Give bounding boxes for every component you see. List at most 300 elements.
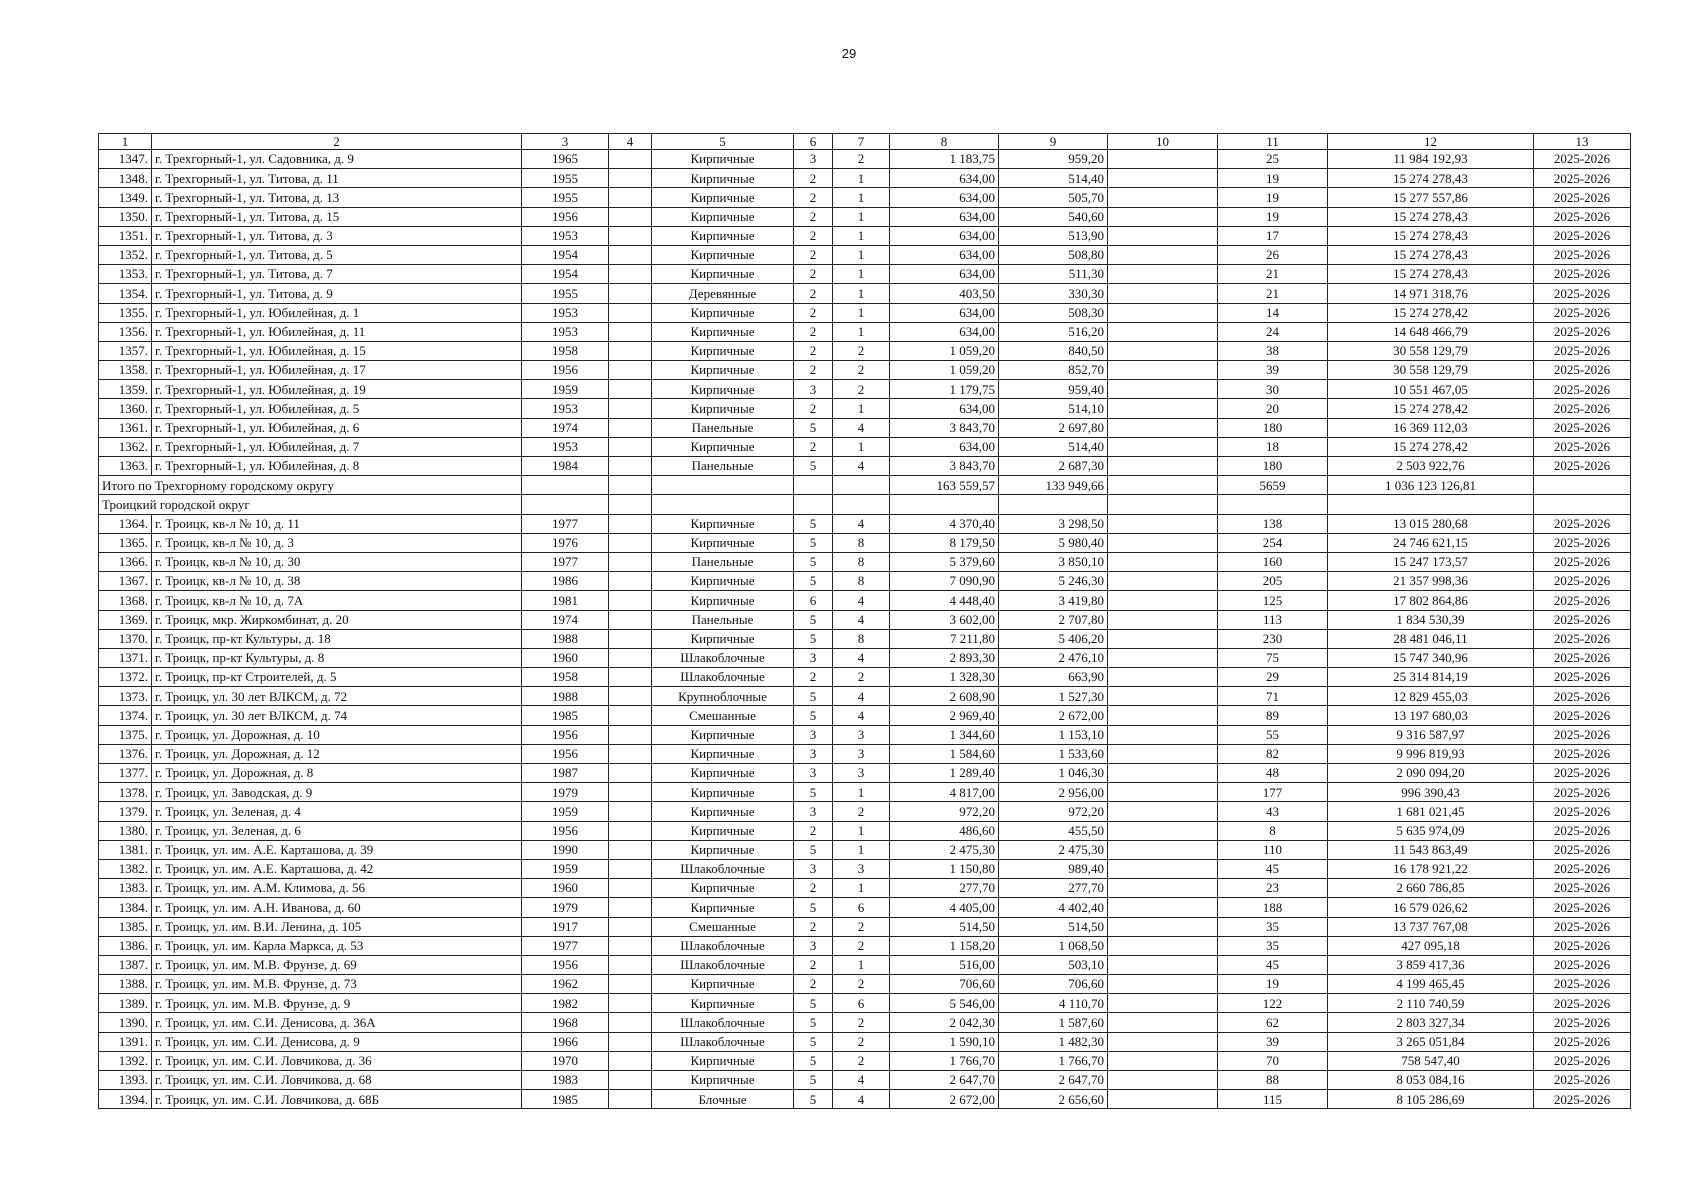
year-cell: 1958 (522, 668, 609, 687)
total-area-cell: 5 546,00 (890, 994, 999, 1013)
wall-material-cell: Кирпичные (652, 840, 794, 859)
residents-cell: 88 (1218, 1071, 1328, 1090)
table-row (99, 629, 1631, 648)
wall-material-cell: Кирпичные (652, 303, 794, 322)
entrances-cell: 4 (833, 610, 890, 629)
residents-cell: 39 (1218, 361, 1328, 380)
year-cell: 1968 (522, 1013, 609, 1032)
living-area-cell: 1 533,60 (999, 744, 1108, 763)
floors-cell: 2 (794, 917, 833, 936)
year-cell: 1953 (522, 322, 609, 341)
period-cell: 2025-2026 (1534, 898, 1631, 917)
section-title: Троицкий городской округ (99, 495, 522, 514)
residents-cell: 43 (1218, 802, 1328, 821)
entrances-cell: 2 (833, 802, 890, 821)
entrances-cell: 1 (833, 284, 890, 303)
wall-material-cell: Кирпичные (652, 802, 794, 821)
col4-cell (609, 552, 652, 571)
empty-cell (1534, 476, 1631, 495)
period-cell: 2025-2026 (1534, 1071, 1631, 1090)
empty-cell (794, 476, 833, 495)
living-area-cell: 4 402,40 (999, 898, 1108, 917)
row-number: 1380. (99, 821, 152, 840)
floors-cell: 2 (794, 668, 833, 687)
year-cell: 1956 (522, 821, 609, 840)
year-cell: 1979 (522, 898, 609, 917)
entrances-cell: 8 (833, 572, 890, 591)
year-cell: 1956 (522, 744, 609, 763)
residents-cell: 23 (1218, 879, 1328, 898)
entrances-cell: 3 (833, 764, 890, 783)
col4-cell (609, 418, 652, 437)
col4-cell (609, 150, 652, 169)
residents-cell: 19 (1218, 169, 1328, 188)
year-cell: 1953 (522, 226, 609, 245)
floors-cell: 2 (794, 188, 833, 207)
living-area-cell: 2 707,80 (999, 610, 1108, 629)
cost-cell: 9 316 587,97 (1328, 725, 1534, 744)
col10-cell (1108, 188, 1218, 207)
col4-cell (609, 706, 652, 725)
floors-cell: 5 (794, 706, 833, 725)
entrances-cell: 8 (833, 629, 890, 648)
address-cell: г. Трехгорный-1, ул. Титова, д. 9 (152, 284, 522, 303)
row-number: 1385. (99, 917, 152, 936)
floors-cell: 2 (794, 207, 833, 226)
period-cell: 2025-2026 (1534, 629, 1631, 648)
entrances-cell: 4 (833, 457, 890, 476)
col4-cell (609, 226, 652, 245)
residents-cell: 125 (1218, 591, 1328, 610)
entrances-cell: 1 (833, 303, 890, 322)
wall-material-cell: Кирпичные (652, 322, 794, 341)
residents-cell: 19 (1218, 188, 1328, 207)
cost-cell: 4 199 465,45 (1328, 975, 1534, 994)
empty-cell (1108, 476, 1218, 495)
period-cell: 2025-2026 (1534, 648, 1631, 667)
col10-cell (1108, 668, 1218, 687)
entrances-cell: 4 (833, 706, 890, 725)
row-number: 1387. (99, 955, 152, 974)
entrances-cell: 1 (833, 783, 890, 802)
address-cell: г. Троицк, ул. им. С.И. Ловчикова, д. 36 (152, 1051, 522, 1070)
period-cell: 2025-2026 (1534, 1032, 1631, 1051)
year-cell: 1917 (522, 917, 609, 936)
entrances-cell: 2 (833, 1051, 890, 1070)
table-row (99, 418, 1631, 437)
table-row (99, 361, 1631, 380)
living-area-cell: 663,90 (999, 668, 1108, 687)
table-row (99, 687, 1631, 706)
row-number: 1366. (99, 552, 152, 571)
col10-cell (1108, 322, 1218, 341)
year-cell: 1953 (522, 399, 609, 418)
row-number: 1390. (99, 1013, 152, 1032)
address-cell: г. Трехгорный-1, ул. Юбилейная, д. 19 (152, 380, 522, 399)
year-cell: 1954 (522, 245, 609, 264)
living-area-cell: 5 406,20 (999, 629, 1108, 648)
table-row (99, 1013, 1631, 1032)
floors-cell: 5 (794, 840, 833, 859)
period-cell: 2025-2026 (1534, 1051, 1631, 1070)
col4-cell (609, 533, 652, 552)
cost-cell: 25 314 814,19 (1328, 668, 1534, 687)
col10-cell (1108, 380, 1218, 399)
cost-cell: 1 834 530,39 (1328, 610, 1534, 629)
wall-material-cell: Панельные (652, 610, 794, 629)
residents-cell: 19 (1218, 975, 1328, 994)
entrances-cell: 1 (833, 245, 890, 264)
address-cell: г. Трехгорный-1, ул. Юбилейная, д. 7 (152, 437, 522, 456)
page-number: 29 (841, 46, 857, 61)
col4-cell (609, 303, 652, 322)
floors-cell: 2 (794, 955, 833, 974)
cost-cell: 9 996 819,93 (1328, 744, 1534, 763)
row-number: 1378. (99, 783, 152, 802)
residents-cell: 17 (1218, 226, 1328, 245)
column-header: 5 (652, 134, 794, 150)
period-cell: 2025-2026 (1534, 437, 1631, 456)
address-cell: г. Троицк, ул. Дорожная, д. 12 (152, 744, 522, 763)
floors-cell: 3 (794, 764, 833, 783)
wall-material-cell: Кирпичные (652, 188, 794, 207)
floors-cell: 3 (794, 744, 833, 763)
wall-material-cell: Шлакоблочные (652, 648, 794, 667)
living-area-cell: 503,10 (999, 955, 1108, 974)
year-cell: 1955 (522, 188, 609, 207)
col10-cell (1108, 898, 1218, 917)
address-cell: г. Трехгорный-1, ул. Юбилейная, д. 5 (152, 399, 522, 418)
cost-cell: 2 503 922,76 (1328, 457, 1534, 476)
row-number: 1374. (99, 706, 152, 725)
cost-cell: 24 746 621,15 (1328, 533, 1534, 552)
entrances-cell: 1 (833, 265, 890, 284)
address-cell: г. Трехгорный-1, ул. Титова, д. 7 (152, 265, 522, 284)
cost-cell: 30 558 129,79 (1328, 361, 1534, 380)
col4-cell (609, 1071, 652, 1090)
living-area-cell: 508,80 (999, 245, 1108, 264)
living-area-cell: 2 656,60 (999, 1090, 1108, 1109)
cost-cell: 8 053 084,16 (1328, 1071, 1534, 1090)
section-row (99, 495, 1631, 514)
address-cell: г. Трехгорный-1, ул. Титова, д. 11 (152, 169, 522, 188)
col10-cell (1108, 840, 1218, 859)
living-area-cell: 1 766,70 (999, 1051, 1108, 1070)
cost-cell: 1 681 021,45 (1328, 802, 1534, 821)
residents-cell: 24 (1218, 322, 1328, 341)
period-cell: 2025-2026 (1534, 936, 1631, 955)
cost-cell: 10 551 467,05 (1328, 380, 1534, 399)
col4-cell (609, 840, 652, 859)
col10-cell (1108, 303, 1218, 322)
column-header: 7 (833, 134, 890, 150)
col10-cell (1108, 802, 1218, 821)
empty-cell (1534, 495, 1631, 514)
residents-cell: 177 (1218, 783, 1328, 802)
total-area-cell: 2 672,00 (890, 1090, 999, 1109)
table-body (99, 150, 1631, 1109)
address-cell: г. Троицк, пр-кт Культуры, д. 8 (152, 648, 522, 667)
col4-cell (609, 744, 652, 763)
entrances-cell: 1 (833, 207, 890, 226)
wall-material-cell: Кирпичные (652, 572, 794, 591)
cost-cell: 13 015 280,68 (1328, 514, 1534, 533)
row-number: 1371. (99, 648, 152, 667)
period-cell: 2025-2026 (1534, 226, 1631, 245)
wall-material-cell: Кирпичные (652, 744, 794, 763)
floors-cell: 2 (794, 879, 833, 898)
living-area-cell: 2 475,30 (999, 840, 1108, 859)
wall-material-cell: Кирпичные (652, 341, 794, 360)
floors-cell: 5 (794, 418, 833, 437)
cost-cell: 15 747 340,96 (1328, 648, 1534, 667)
period-cell: 2025-2026 (1534, 265, 1631, 284)
cost-cell: 15 277 557,86 (1328, 188, 1534, 207)
total-area-cell: 2 647,70 (890, 1071, 999, 1090)
empty-cell (833, 476, 890, 495)
col4-cell (609, 859, 652, 878)
address-cell: г. Троицк, ул. им. А.Н. Иванова, д. 60 (152, 898, 522, 917)
total-area-cell: 4 405,00 (890, 898, 999, 917)
row-number: 1379. (99, 802, 152, 821)
wall-material-cell: Кирпичные (652, 437, 794, 456)
total-area-cell: 634,00 (890, 265, 999, 284)
col4-cell (609, 1051, 652, 1070)
year-cell: 1956 (522, 207, 609, 226)
cost-cell: 30 558 129,79 (1328, 341, 1534, 360)
row-number: 1391. (99, 1032, 152, 1051)
living-area-cell: 840,50 (999, 341, 1108, 360)
col10-cell (1108, 169, 1218, 188)
residents-cell: 254 (1218, 533, 1328, 552)
total-area-cell: 8 179,50 (890, 533, 999, 552)
living-area-cell: 514,40 (999, 169, 1108, 188)
period-cell: 2025-2026 (1534, 706, 1631, 725)
year-cell: 1988 (522, 687, 609, 706)
total-area-cell: 634,00 (890, 226, 999, 245)
total-area-cell: 634,00 (890, 437, 999, 456)
entrances-cell: 2 (833, 1032, 890, 1051)
living-area-cell: 455,50 (999, 821, 1108, 840)
entrances-cell: 2 (833, 975, 890, 994)
year-cell: 1987 (522, 764, 609, 783)
entrances-cell: 1 (833, 840, 890, 859)
wall-material-cell: Кирпичные (652, 994, 794, 1013)
year-cell: 1986 (522, 572, 609, 591)
period-cell: 2025-2026 (1534, 610, 1631, 629)
period-cell: 2025-2026 (1534, 380, 1631, 399)
empty-cell (890, 495, 999, 514)
address-cell: г. Троицк, ул. Зеленая, д. 4 (152, 802, 522, 821)
cost-cell: 2 660 786,85 (1328, 879, 1534, 898)
period-cell: 2025-2026 (1534, 188, 1631, 207)
floors-cell: 2 (794, 284, 833, 303)
year-cell: 1974 (522, 610, 609, 629)
floors-cell: 3 (794, 936, 833, 955)
row-number: 1347. (99, 150, 152, 169)
floors-cell: 3 (794, 859, 833, 878)
floors-cell: 3 (794, 648, 833, 667)
cost-cell: 28 481 046,11 (1328, 629, 1534, 648)
entrances-cell: 4 (833, 648, 890, 667)
address-cell: г. Троицк, ул. Зеленая, д. 6 (152, 821, 522, 840)
floors-cell: 5 (794, 552, 833, 571)
row-number: 1372. (99, 668, 152, 687)
housing-table (98, 133, 1631, 1109)
col10-cell (1108, 955, 1218, 974)
col4-cell (609, 783, 652, 802)
entrances-cell: 1 (833, 399, 890, 418)
entrances-cell: 1 (833, 437, 890, 456)
cost-cell: 996 390,43 (1328, 783, 1534, 802)
residents-cell: 8 (1218, 821, 1328, 840)
col10-cell (1108, 687, 1218, 706)
cost-cell: 13 197 680,03 (1328, 706, 1534, 725)
living-area-cell: 508,30 (999, 303, 1108, 322)
residents-cell: 29 (1218, 668, 1328, 687)
residents-cell: 82 (1218, 744, 1328, 763)
col4-cell (609, 284, 652, 303)
total-area-cell: 516,00 (890, 955, 999, 974)
period-cell: 2025-2026 (1534, 169, 1631, 188)
total-area-cell: 3 602,00 (890, 610, 999, 629)
living-area-cell: 959,20 (999, 150, 1108, 169)
col4-cell (609, 591, 652, 610)
entrances-cell: 2 (833, 1013, 890, 1032)
col4-cell (609, 169, 652, 188)
total-area-cell: 5 379,60 (890, 552, 999, 571)
wall-material-cell: Деревянные (652, 284, 794, 303)
address-cell: г. Троицк, ул. им. А.Е. Карташова, д. 39 (152, 840, 522, 859)
period-cell: 2025-2026 (1534, 533, 1631, 552)
row-number: 1358. (99, 361, 152, 380)
period-cell: 2025-2026 (1534, 322, 1631, 341)
living-area-cell: 852,70 (999, 361, 1108, 380)
col10-cell (1108, 341, 1218, 360)
cost-cell: 2 803 327,34 (1328, 1013, 1534, 1032)
period-cell: 2025-2026 (1534, 1013, 1631, 1032)
table-row (99, 821, 1631, 840)
col4-cell (609, 725, 652, 744)
table-row (99, 744, 1631, 763)
cost-cell: 15 247 173,57 (1328, 552, 1534, 571)
col10-cell (1108, 265, 1218, 284)
entrances-cell: 1 (833, 188, 890, 207)
period-cell: 2025-2026 (1534, 955, 1631, 974)
table-row (99, 552, 1631, 571)
table-row (99, 265, 1631, 284)
total-area-cell: 2 893,30 (890, 648, 999, 667)
address-cell: г. Трехгорный-1, ул. Юбилейная, д. 11 (152, 322, 522, 341)
table-row (99, 303, 1631, 322)
address-cell: г. Троицк, ул. им. С.И. Ловчикова, д. 68Б (152, 1090, 522, 1109)
wall-material-cell: Шлакоблочные (652, 1013, 794, 1032)
row-number: 1359. (99, 380, 152, 399)
total-area-cell: 403,50 (890, 284, 999, 303)
living-area-cell: 514,50 (999, 917, 1108, 936)
address-cell: г. Троицк, пр-кт Строителей, д. 5 (152, 668, 522, 687)
living-area-cell: 1 482,30 (999, 1032, 1108, 1051)
address-cell: г. Троицк, ул. 30 лет ВЛКСМ, д. 72 (152, 687, 522, 706)
col4-cell (609, 361, 652, 380)
entrances-cell: 1 (833, 169, 890, 188)
column-header: 13 (1534, 134, 1631, 150)
row-number: 1394. (99, 1090, 152, 1109)
col4-cell (609, 265, 652, 284)
total-area-cell: 634,00 (890, 207, 999, 226)
col4-cell (609, 1013, 652, 1032)
col10-cell (1108, 975, 1218, 994)
entrances-cell: 3 (833, 744, 890, 763)
period-cell: 2025-2026 (1534, 994, 1631, 1013)
col10-cell (1108, 1090, 1218, 1109)
residents-cell: 45 (1218, 859, 1328, 878)
cost-cell: 14 971 318,76 (1328, 284, 1534, 303)
row-number: 1357. (99, 341, 152, 360)
wall-material-cell: Кирпичные (652, 150, 794, 169)
col4-cell (609, 648, 652, 667)
table-row (99, 380, 1631, 399)
entrances-cell: 4 (833, 1071, 890, 1090)
period-cell: 2025-2026 (1534, 859, 1631, 878)
table-row (99, 341, 1631, 360)
floors-cell: 2 (794, 265, 833, 284)
residents-cell: 180 (1218, 457, 1328, 476)
table-row (99, 936, 1631, 955)
entrances-cell: 6 (833, 898, 890, 917)
entrances-cell: 3 (833, 725, 890, 744)
living-area-cell: 2 697,80 (999, 418, 1108, 437)
col10-cell (1108, 437, 1218, 456)
residents-sum: 5659 (1218, 476, 1328, 495)
total-area-cell: 3 843,70 (890, 418, 999, 437)
col10-cell (1108, 1051, 1218, 1070)
col10-cell (1108, 1071, 1218, 1090)
living-area-cell: 1 046,30 (999, 764, 1108, 783)
wall-material-cell: Кирпичные (652, 975, 794, 994)
address-cell: г. Трехгорный-1, ул. Титова, д. 3 (152, 226, 522, 245)
table-row (99, 879, 1631, 898)
residents-cell: 38 (1218, 341, 1328, 360)
period-cell: 2025-2026 (1534, 917, 1631, 936)
living-area-cell: 959,40 (999, 380, 1108, 399)
period-cell: 2025-2026 (1534, 591, 1631, 610)
cost-cell: 15 274 278,43 (1328, 207, 1534, 226)
floors-cell: 5 (794, 1071, 833, 1090)
col10-cell (1108, 994, 1218, 1013)
wall-material-cell: Кирпичные (652, 629, 794, 648)
year-cell: 1956 (522, 955, 609, 974)
residents-cell: 75 (1218, 648, 1328, 667)
address-cell: г. Трехгорный-1, ул. Садовника, д. 9 (152, 150, 522, 169)
column-header: 12 (1328, 134, 1534, 150)
cost-cell: 2 110 740,59 (1328, 994, 1534, 1013)
wall-material-cell: Кирпичные (652, 591, 794, 610)
row-number: 1352. (99, 245, 152, 264)
period-cell: 2025-2026 (1534, 303, 1631, 322)
empty-cell (652, 476, 794, 495)
address-cell: г. Трехгорный-1, ул. Титова, д. 5 (152, 245, 522, 264)
empty-cell (652, 495, 794, 514)
year-cell: 1955 (522, 169, 609, 188)
floors-cell: 5 (794, 994, 833, 1013)
floors-cell: 2 (794, 169, 833, 188)
address-cell: г. Троицк, кв-л № 10, д. 38 (152, 572, 522, 591)
year-cell: 1960 (522, 648, 609, 667)
cost-cell: 17 802 864,86 (1328, 591, 1534, 610)
col10-cell (1108, 936, 1218, 955)
col4-cell (609, 668, 652, 687)
